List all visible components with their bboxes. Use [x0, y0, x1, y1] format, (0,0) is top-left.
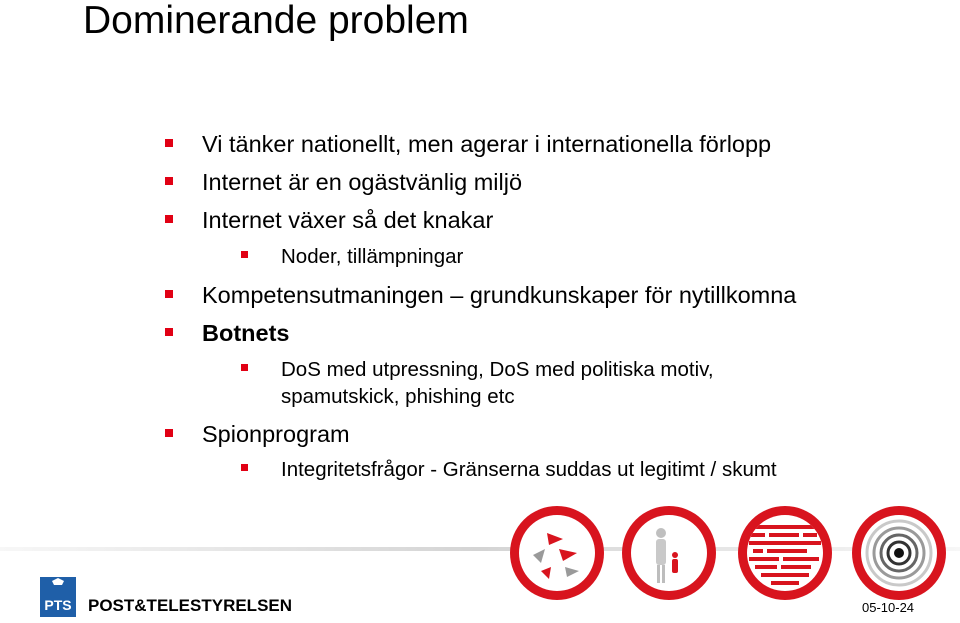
sub-bullet-text: spamutskick, phishing etc: [281, 385, 515, 408]
square-bullet-icon: [165, 328, 173, 336]
square-bullet-icon: [165, 215, 173, 223]
rings-graphic: [852, 506, 946, 600]
bullet-item: [202, 129, 771, 159]
sub-bullet-text: Noder, tillämpningar: [281, 245, 464, 268]
bullet-item: [202, 318, 289, 348]
slide-date: 05-10-24: [862, 600, 915, 615]
sub-bullet-item: [281, 455, 777, 485]
bullet-text: Vi tänker nationellt, men agerar i internationella förlopp: [202, 131, 772, 157]
person-graphic: [622, 506, 716, 600]
bullet-item: [202, 167, 522, 197]
pts-logo: [40, 577, 76, 617]
bullet-item: [202, 280, 796, 310]
square-bullet-icon: [241, 251, 248, 258]
sub-bullet-text: DoS med utpressning, DoS med politiska motiv,: [281, 358, 714, 381]
pts-logo-text: POST&TELESTYRELSEN: [88, 596, 293, 615]
slide-title: Dominerande problem: [83, 0, 469, 42]
square-bullet-icon: [241, 464, 248, 471]
square-bullet-icon: [241, 364, 248, 371]
square-bullet-icon: [165, 290, 173, 298]
bullet-text: Botnets: [202, 320, 290, 346]
sub-bullet-text: Integritetsfrågor - Gränserna suddas ut legitimt / skumt: [281, 458, 777, 481]
sub-bullet-item: [281, 355, 714, 385]
bullet-text: Internet växer så det knakar: [202, 207, 494, 233]
bullet-text: Kompetensutmaningen – grundkunskaper för nytillkomna: [202, 282, 797, 308]
bullet-item: [202, 205, 493, 235]
bullet-text: Spionprogram: [202, 421, 350, 447]
square-bullet-icon: [165, 139, 173, 147]
sub-bullet-continuation: [281, 382, 515, 412]
square-bullet-icon: [165, 429, 173, 437]
pts-logo-mark: PTS: [44, 597, 72, 613]
bullet-text: Internet är en ogästvänlig miljö: [202, 169, 523, 195]
arrows-graphic: [510, 506, 604, 600]
square-bullet-icon: [165, 177, 173, 185]
bullet-item: [202, 419, 350, 449]
sub-bullet-item: [281, 242, 463, 272]
pixel-graphic: [738, 506, 832, 600]
